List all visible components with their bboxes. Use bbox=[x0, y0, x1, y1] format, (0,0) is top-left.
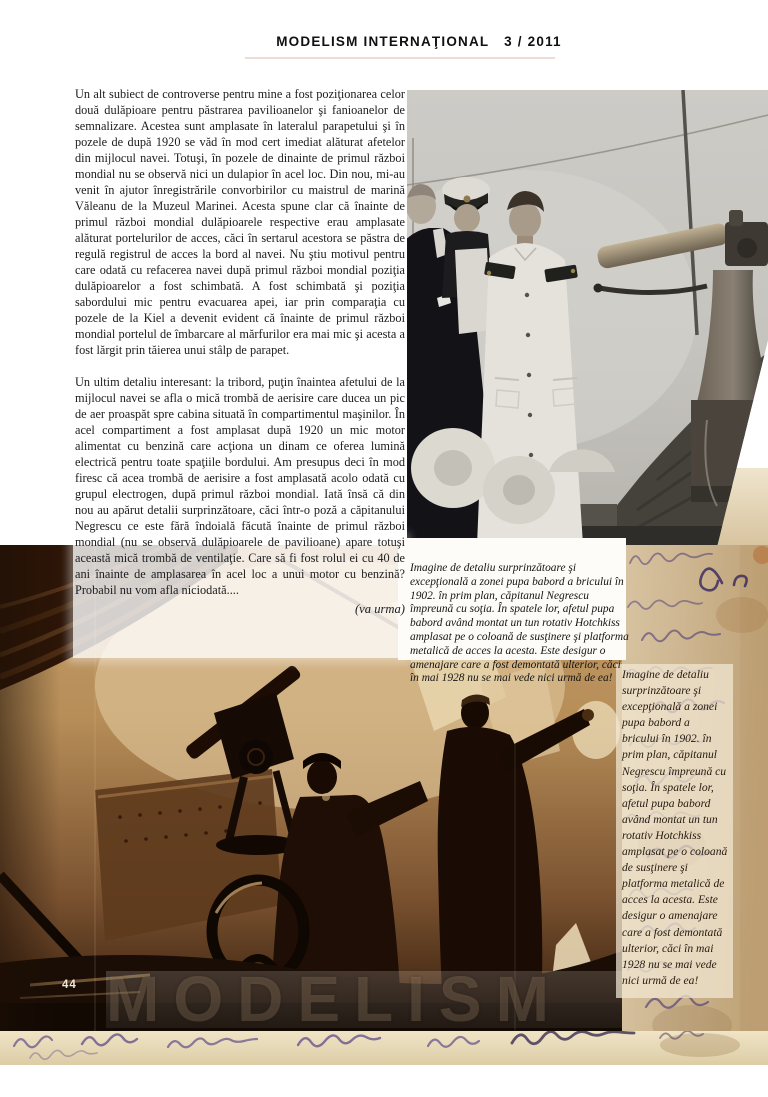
handwriting-bottom-strip bbox=[0, 1031, 768, 1065]
deck-photo-art bbox=[407, 90, 768, 545]
magazine-issue: 3 / 2011 bbox=[504, 34, 562, 49]
side-caption: Imagine de detaliu surprinzătoare şi excepţională a zonei pupa babord a bricului în 1902. în prim plan, căpitanul Negrescu împreună cu soţia. În spatele lor, afetul pupa babord având montat un tun rotativ Hotchkiss amplasat pe o coloană de susţinere şi platforma metalică de acces la acesta. Este desigur o amenajare care a fost demontată ulterior, căci în mai 1928 nu se mai vede nici urmă de ea! bbox=[616, 664, 733, 998]
magazine-header bbox=[70, 34, 768, 49]
article-paragraph-1: Un alt subiect de controverse pentru mine a fost poziţionarea celor două dulăpioare pentru păstrarea pavilioanelor şi fanioanelor de semnalizare. Acestea sunt amplasate în lateralul parapetului şi în pozele de după 1920 se văd în mod cert imediat alăturat afetelor din mijlocul navei. Totuşi, în pozele de dinainte de primul război mondial nu se observă nici un dulapior în acel loc. Din nou, mi-au venit în ajutor înregistrările convorbirilor cu maistrul de marină Văleanu de la Muzeul Marinei. Acesta spune clar că înainte de primul război mondial dulăpioarele respective erau amplasate alăturat portelurilor de acces, căci în sertarul acestora se păstra de regulă registrul de acces la bord al navei. Nu ştiu motivul pentru care odată cu refacerea navei după primul război mondial poziţia dulăpioarelor a fost schimbată. A fost schimbată şi poziţia sabordului mic pentru evacuarea apei, iar prin comparaţia cu pozele de la Kiel a devenit evident că înainte de primul război mondial portelul de îmbarcare al mărfurilor era mai mic şi acesta a fost lărgit prin tăierea unui stâlp de parapet. bbox=[75, 87, 405, 357]
header-rule bbox=[245, 57, 555, 59]
handwriting-bottom-art bbox=[0, 1031, 768, 1065]
photo-caption: Imagine de detaliu surprinzătoare şi excepţională a zonei pupa babord a bricului în 1902. în prim plan, căpitanul Negrescu împreună cu soţia. În spatele lor, afetul pupa babord având montat un tun rotativ Hotchkiss amplasat pe o coloană de susţinere şi platforma metalică de acces la acesta. Este desigur o amenajare care a fost demontată ulterior, căci în mai 1928 nu se mai vede nici urmă de ea! bbox=[410, 562, 629, 685]
article-text bbox=[75, 86, 405, 617]
article-paragraph-2: Un ultim detaliu interesant: la tribord, puţin înaintea afetului de la mijlocul navei se afla o mică trombă de aerisire care ducea un pic de aer proaspăt spre cabina situată în compartimentul maşinilor. În acel compartiment a fost amplasat după 1920 un mic motor alimentat cu benzină care acţiona un dinam ce oferea lumină electrică pentru toate spaţiile bordului. Am presupus deci în mod firesc că acea trombă de aerisire a fost amplasată acolo odată cu grupul electrogen, după primul război mondial. Iată însă că din nou au apărut detalii surprinzătoare, căci într-o poză a căpitanului Negrescu ce este fără îndoială făcută înainte de primul război mondial (nu se observă dulăpioarele de pavilioane) apare totuşi această mică trombă de ventilaţie. Care să fi fost rolul ei cu 40 de ani înainte de amplasarea în acel loc a unui motor cu benzină? Probabil nu vom afla niciodată.... bbox=[75, 375, 405, 597]
page-number: 44 bbox=[62, 979, 77, 991]
article-continuation: (va urma) bbox=[354, 602, 405, 616]
modelism-watermark: MODELISM bbox=[106, 971, 622, 1028]
deck-photo bbox=[407, 90, 768, 545]
magazine-title: MODELISM INTERNAŢIONAL bbox=[276, 34, 490, 49]
